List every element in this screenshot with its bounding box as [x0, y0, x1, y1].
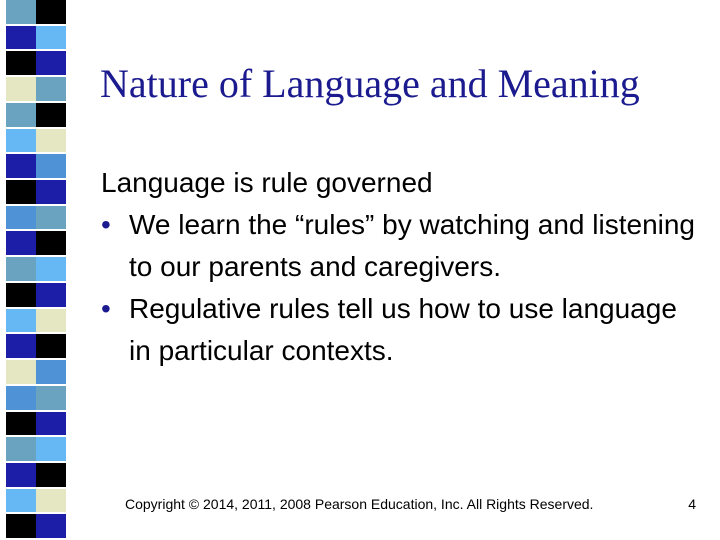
slide-title: Nature of Language and Meaning — [100, 61, 640, 106]
page-number: 4 — [688, 496, 696, 512]
stripe-block — [36, 103, 66, 129]
stripe-block — [36, 283, 66, 309]
slide-body — [101, 162, 701, 372]
stripe-block — [6, 514, 36, 540]
stripe-block — [6, 231, 36, 257]
stripe-block — [36, 77, 66, 103]
stripe-block — [6, 154, 36, 180]
bullet-icon: • — [101, 293, 111, 324]
stripe-block — [36, 360, 66, 386]
stripe-block — [36, 514, 66, 540]
lead-text: Language is rule governed — [101, 167, 433, 198]
stripe-block — [6, 309, 36, 335]
stripe-block — [6, 412, 36, 438]
stripe-block — [6, 103, 36, 129]
stripe-block — [36, 51, 66, 77]
stripe-block — [6, 257, 36, 283]
bullet-text: We learn the “rules” by watching and listening to our parents and caregivers. — [129, 209, 696, 282]
stripe-column-left — [6, 0, 36, 540]
stripe-block — [36, 129, 66, 155]
bullet-list — [101, 204, 701, 372]
stripe-block — [6, 334, 36, 360]
stripe-block — [36, 309, 66, 335]
stripe-block — [36, 0, 66, 26]
stripe-block — [6, 51, 36, 77]
list-item — [101, 204, 701, 288]
stripe-block — [36, 386, 66, 412]
stripe-block — [6, 0, 36, 26]
copyright-footer: Copyright © 2014, 2011, 2008 Pearson Education, Inc. All Rights Reserved. — [125, 496, 594, 512]
stripe-block — [36, 412, 66, 438]
stripe-block — [6, 129, 36, 155]
stripe-column-right — [36, 0, 66, 540]
stripe-block — [36, 437, 66, 463]
stripe-block — [6, 26, 36, 52]
stripe-block — [6, 180, 36, 206]
stripe-block — [36, 489, 66, 515]
list-item — [101, 288, 701, 372]
bullet-text: Regulative rules tell us how to use language in particular contexts. — [129, 293, 677, 366]
stripe-block — [6, 283, 36, 309]
stripe-block — [6, 360, 36, 386]
stripe-block — [6, 463, 36, 489]
bullet-icon: • — [101, 209, 111, 240]
stripe-block — [36, 206, 66, 232]
stripe-block — [36, 231, 66, 257]
stripe-block — [36, 180, 66, 206]
stripe-block — [36, 257, 66, 283]
stripe-block — [6, 77, 36, 103]
stripe-block — [36, 26, 66, 52]
stripe-block — [6, 437, 36, 463]
stripe-block — [36, 463, 66, 489]
stripe-block — [6, 386, 36, 412]
stripe-block — [6, 489, 36, 515]
decorative-stripe-bar — [0, 0, 73, 540]
stripe-block — [36, 334, 66, 360]
stripe-block — [36, 154, 66, 180]
stripe-block — [6, 206, 36, 232]
